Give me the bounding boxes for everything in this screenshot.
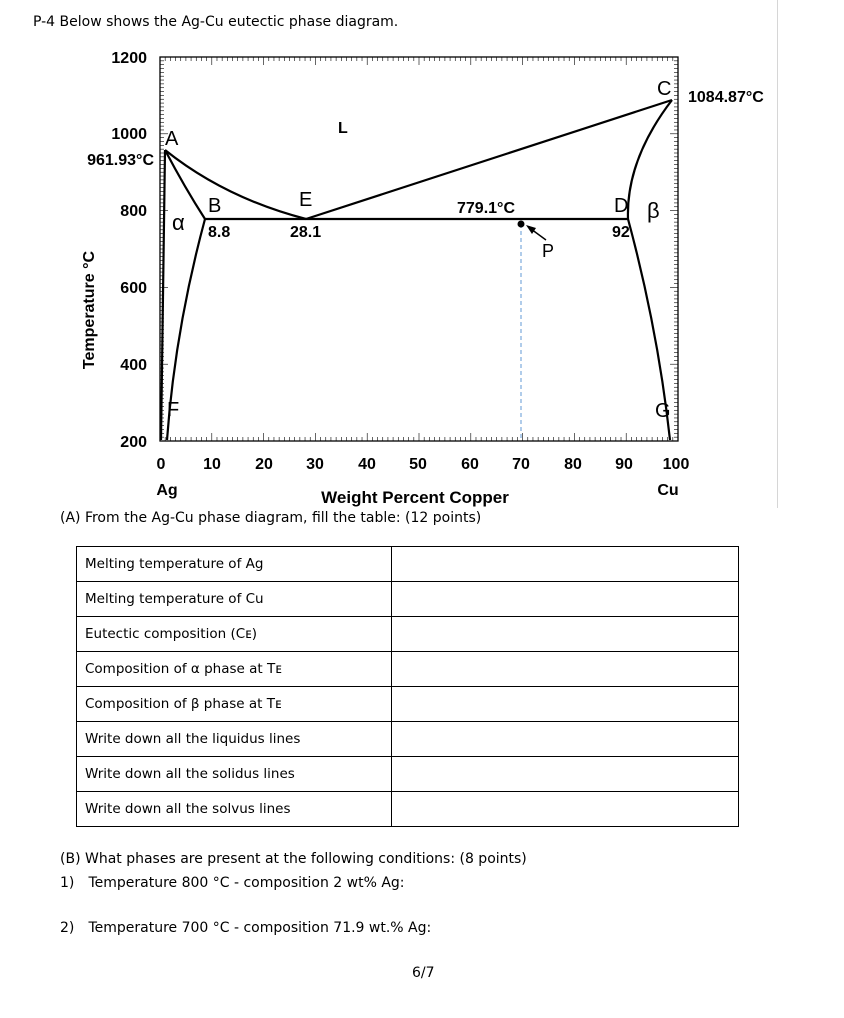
answer-cell[interactable] bbox=[392, 547, 739, 582]
label-alpha: α bbox=[172, 210, 185, 235]
y-tick-600: 600 bbox=[120, 280, 147, 297]
axis-minor-ticks bbox=[160, 57, 678, 441]
question-label-cell: Composition of α phase at Tᴇ bbox=[77, 652, 392, 687]
y-tick-1200: 1200 bbox=[111, 50, 147, 67]
x-tick-50: 50 bbox=[409, 456, 427, 473]
question-2-number: 2) bbox=[60, 920, 75, 936]
question-label-cell: Melting temperature of Cu bbox=[77, 582, 392, 617]
y-tick-1000: 1000 bbox=[111, 126, 147, 143]
phase-boundaries bbox=[161, 100, 672, 440]
page-number: 6/7 bbox=[412, 965, 435, 981]
table-row bbox=[77, 582, 739, 617]
label-f: F bbox=[167, 399, 180, 421]
answer-table bbox=[76, 546, 739, 827]
y-tick-200: 200 bbox=[120, 434, 147, 451]
liquidus-line-ae bbox=[165, 150, 306, 219]
question-label-cell: Eutectic composition (Cᴇ) bbox=[77, 617, 392, 652]
y-axis-label: Temperature °C bbox=[81, 250, 98, 370]
question-label-cell: Write down all the solidus lines bbox=[77, 757, 392, 792]
table-row bbox=[77, 617, 739, 652]
y-tick-800: 800 bbox=[120, 203, 147, 220]
label-a: A bbox=[165, 128, 179, 150]
x-tick-0: 0 bbox=[156, 456, 166, 473]
answer-cell[interactable] bbox=[392, 617, 739, 652]
x-tick-20: 20 bbox=[255, 456, 273, 473]
answer-cell[interactable] bbox=[392, 757, 739, 792]
phase-diagram bbox=[0, 40, 790, 510]
label-beta: β bbox=[647, 198, 660, 223]
x-tick-60: 60 bbox=[461, 456, 479, 473]
question-1-text: Temperature 800 °C - composition 2 wt% Ag: bbox=[88, 875, 405, 891]
element-cu-label: Cu bbox=[657, 482, 679, 499]
label-c: C bbox=[657, 78, 672, 100]
point-p-arrow-head bbox=[526, 225, 536, 234]
question-label-cell: Write down all the liquidus lines bbox=[77, 722, 392, 757]
ag-melting-temp-label: 961.93°C bbox=[87, 152, 154, 169]
table-row bbox=[77, 547, 739, 582]
table-row bbox=[77, 687, 739, 722]
element-ag-label: Ag bbox=[156, 482, 178, 499]
part-b-heading: (B) What phases are present at the following conditions: (8 points) bbox=[60, 851, 527, 867]
table-row bbox=[77, 792, 739, 827]
table-row bbox=[77, 757, 739, 792]
question-2-text: Temperature 700 °C - composition 71.9 wt.% Ag: bbox=[88, 920, 432, 936]
label-b: B bbox=[208, 195, 222, 217]
question-title: P-4 Below shows the Ag-Cu eutectic phase diagram. bbox=[33, 14, 399, 30]
y-tick-labels bbox=[111, 50, 147, 451]
question-2 bbox=[60, 920, 431, 936]
label-e: E bbox=[299, 189, 313, 211]
composition-b-label: 8.8 bbox=[208, 224, 231, 241]
x-tick-90: 90 bbox=[615, 456, 633, 473]
question-label-cell: Composition of β phase at Tᴇ bbox=[77, 687, 392, 722]
x-tick-40: 40 bbox=[358, 456, 376, 473]
eutectic-temp-label: 779.1°C bbox=[457, 200, 515, 217]
answer-cell[interactable] bbox=[392, 687, 739, 722]
table-row bbox=[77, 722, 739, 757]
part-a-heading: (A) From the Ag-Cu phase diagram, fill the table: (12 points) bbox=[60, 510, 482, 526]
composition-e-label: 28.1 bbox=[290, 224, 322, 241]
x-axis-label: Weight Percent Copper bbox=[321, 488, 509, 507]
label-g: G bbox=[655, 400, 671, 422]
x-tick-70: 70 bbox=[512, 456, 530, 473]
answer-cell[interactable] bbox=[392, 582, 739, 617]
answer-cell[interactable] bbox=[392, 722, 739, 757]
label-p: P bbox=[542, 241, 555, 261]
y-tick-400: 400 bbox=[120, 357, 147, 374]
x-tick-100: 100 bbox=[662, 456, 690, 473]
x-tick-labels bbox=[157, 456, 690, 473]
question-1-number: 1) bbox=[60, 875, 75, 891]
question-label-cell: Write down all the solvus lines bbox=[77, 792, 392, 827]
table-row bbox=[77, 652, 739, 687]
label-liquid: L bbox=[338, 120, 348, 137]
question-1 bbox=[60, 875, 405, 891]
point-p-marker bbox=[518, 221, 525, 228]
x-tick-10: 10 bbox=[203, 456, 221, 473]
cu-melting-temp-label: 1084.87°C bbox=[688, 89, 764, 106]
x-tick-80: 80 bbox=[564, 456, 582, 473]
question-label-cell: Melting temperature of Ag bbox=[77, 547, 392, 582]
label-d: D bbox=[614, 195, 629, 217]
point-labels bbox=[165, 78, 671, 422]
x-tick-30: 30 bbox=[306, 456, 324, 473]
composition-d-label: 92 bbox=[612, 224, 630, 241]
answer-cell[interactable] bbox=[392, 792, 739, 827]
plot-frame bbox=[160, 57, 678, 441]
answer-cell[interactable] bbox=[392, 652, 739, 687]
solidus-line-ab bbox=[165, 150, 205, 219]
